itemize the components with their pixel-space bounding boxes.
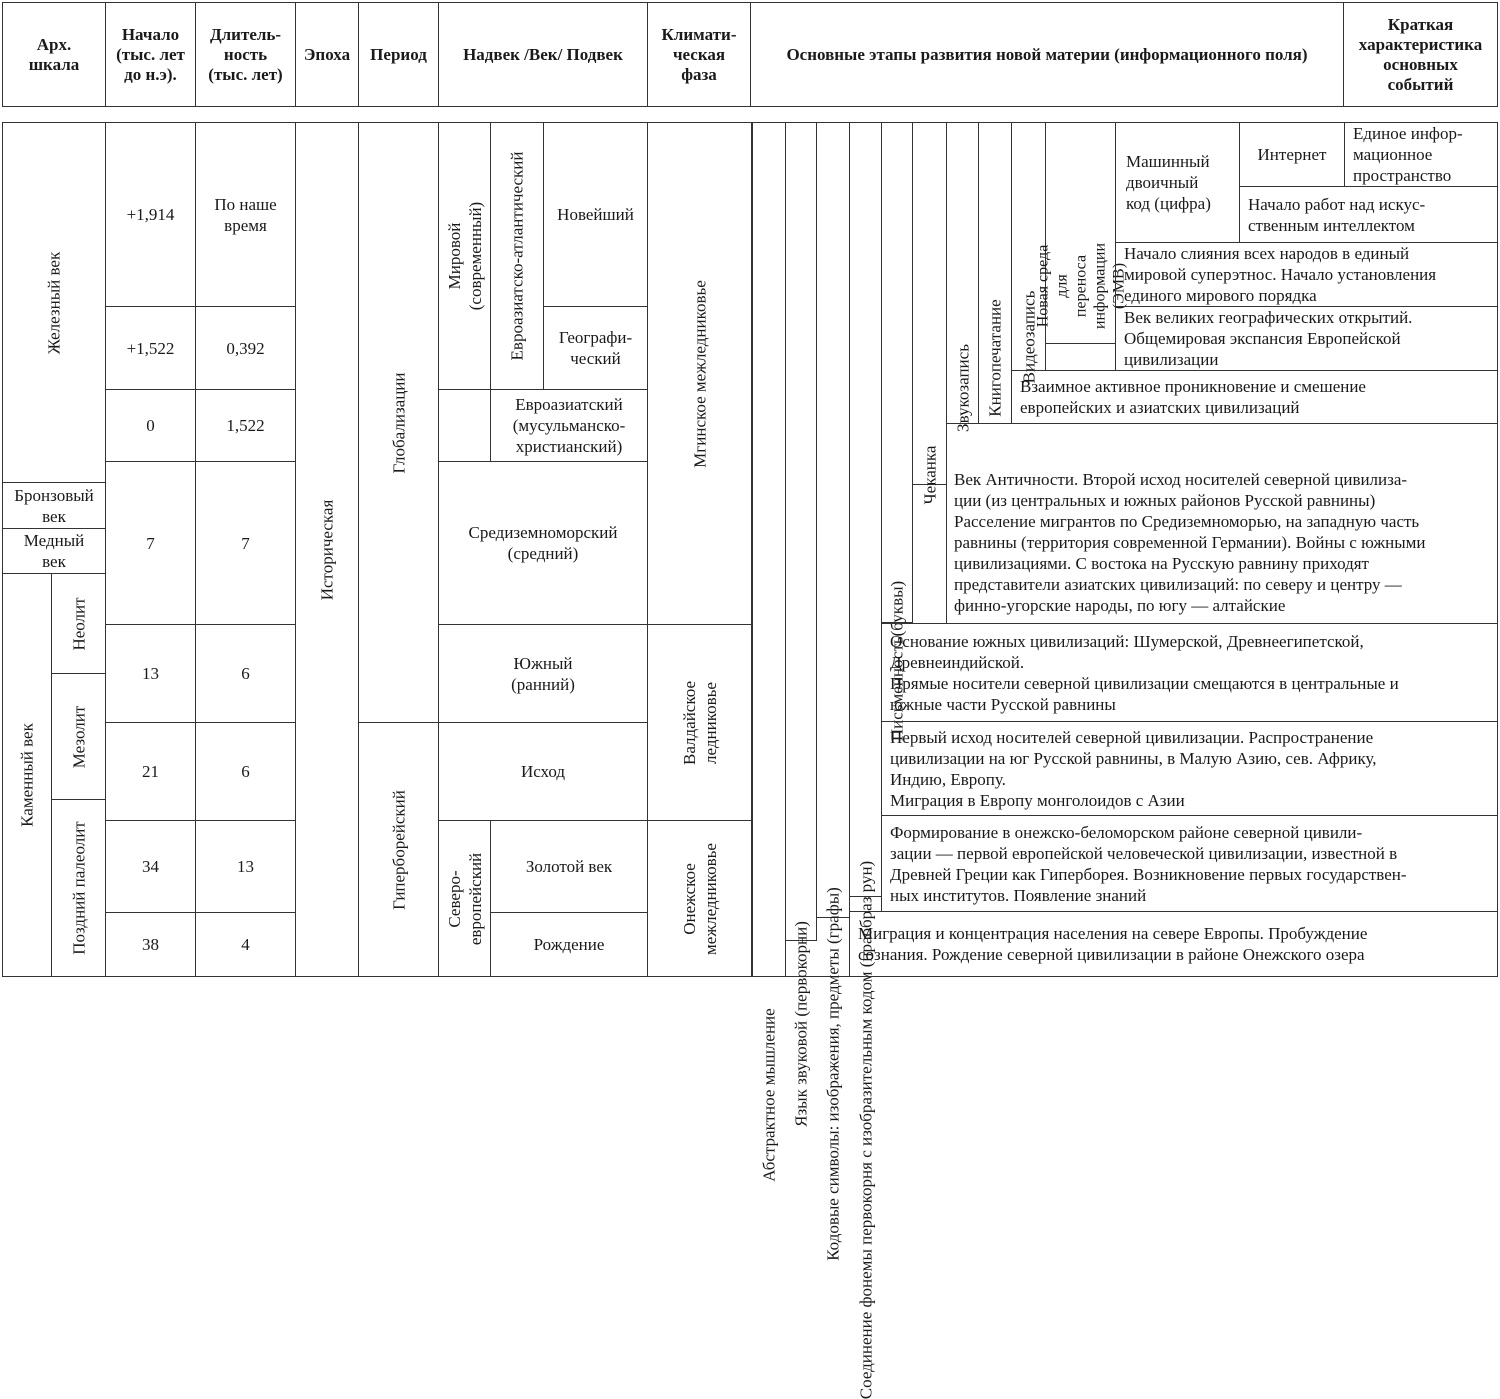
header-nadvek: Надвек /Век/ Подвек: [438, 2, 648, 107]
stage-writing: Письменность(буквы): [881, 122, 913, 623]
period-globalization: Глобализации: [358, 122, 439, 723]
period-hyperborean: Гиперборейский: [358, 722, 439, 977]
stage-writing-notch: [912, 484, 947, 624]
event-first-exodus: Первый исход носителей северной цивилизации. Распространение цивилизации на юг Русской равнины, в Малую Азию, сев. Африку, Индию, Европу. Миграция в Европу монголоидов с Азии: [881, 721, 1498, 816]
event-migration: Миграция и концентрация населения на севере Европы. Пробуждение сознания. Рождение северной цивилизации в районе Онежского озера: [849, 911, 1498, 977]
stage-sound-recording: Звукозапись: [946, 122, 979, 424]
start-r2: +1,522: [105, 306, 196, 390]
event-southern: Основание южных цивилизаций: Шумерской, Древнеегипетской, Древнеиндийской. Прямые носители северной цивилизации смещаются в центральные и южные части Русской равнины: [881, 623, 1498, 722]
age-newest: Новейший: [543, 122, 648, 307]
header-period: Период: [358, 2, 439, 107]
climate-mga: Мгинское межледниковье: [647, 122, 752, 625]
event-forming: Формирование в онежско-беломорском районе северной цивили- зации — первой европейской человеческой цивилизации, известной в Древней Греции как Гиперборея. Возникновение первых государствен- ных институтов. Появление знаний: [881, 815, 1498, 912]
age-north-european: Северо- европейский: [438, 820, 491, 977]
stage-abstract-thinking: Абстрактное мышление: [752, 122, 786, 977]
start-r5: 13: [105, 624, 196, 723]
stage-sound-language: Язык звуковой (первокорни): [785, 122, 817, 941]
dur-r8: 4: [195, 912, 296, 977]
start-r4: 7: [105, 461, 196, 625]
event-antiquity-body: [946, 423, 1498, 624]
dur-r5: 6: [195, 624, 296, 723]
stage-minting: Чеканка: [912, 122, 947, 485]
dur-r7: 13: [195, 820, 296, 913]
age-birth: Рождение: [490, 912, 648, 977]
age-euroatlantic: Евроазиатско-атлантический: [490, 122, 544, 390]
stage-new-medium: Новая среда для переноса информации (ЭМВ): [1045, 122, 1116, 344]
epoch-historical: Историческая: [295, 122, 359, 977]
stage-binary-code: Машинный двоичный код (цифра): [1115, 122, 1240, 243]
age-exodus: Исход: [438, 722, 648, 821]
dur-r2: 0,392: [195, 306, 296, 390]
start-r7: 34: [105, 820, 196, 913]
age-world: Мировой (современный): [438, 122, 491, 390]
age-mediterranean: Средиземноморский (средний): [438, 461, 648, 625]
header-climate: Климати- ческая фаза: [647, 2, 751, 107]
climate-onega: Онежское межледниковье: [647, 820, 752, 977]
stage-printing: Книгопечатание: [978, 122, 1012, 424]
stage-phonemes: Соединение фонемы первокорня с изобразительным кодом (праобраз рун): [849, 122, 882, 897]
age-euroasian: Евроазиатский (мусульманско- христианский): [490, 389, 648, 462]
arch-stone: Каменный век: [2, 573, 52, 977]
age-southern: Южный (ранний): [438, 624, 648, 723]
start-r6: 21: [105, 722, 196, 821]
dur-r3: 1,522: [195, 389, 296, 462]
header-stages: Основные этапы развития новой материи (информационного поля): [750, 2, 1344, 107]
event-info-space: Единое инфор- мационное пространство: [1344, 122, 1498, 187]
event-mutual: Взаимное активное проникновение и смешение европейских и азиатских цивилизаций: [1011, 370, 1498, 424]
event-antiquity: Век Античности. Второй исход носителей северной цивилиза- ции (из центральных и южных районов Русской равнины) Расселение мигрантов по Средиземноморью, на западную часть равнины (территория современной Германии). Войны с южными цивилизациями. С востока на Русскую равнину приходят представители азиатских цивилизаций: по северу и центру — финно-угорские народы, по югу — алтайские: [954, 469, 1426, 615]
start-r1: +1,914: [105, 122, 196, 307]
arch-iron: Железный век: [2, 122, 106, 483]
arch-copper: Медный век: [2, 528, 106, 574]
age-geographic: Географи- ческий: [543, 306, 648, 390]
stage-code-symbols: Кодовые символы: изображения, предметы (графы): [816, 122, 850, 918]
event-ai: Начало работ над искус- ственным интеллектом: [1239, 186, 1498, 243]
age-golden: Золотой век: [490, 820, 648, 913]
stage-internet: Интернет: [1239, 122, 1345, 187]
dur-r1: По наше время: [195, 122, 296, 307]
dur-r6: 6: [195, 722, 296, 821]
header-duration: Длитель- ность (тыс. лет): [195, 2, 296, 107]
arch-neolith: Неолит: [51, 573, 106, 674]
header-summary: Краткая характеристика основных событий: [1343, 2, 1498, 107]
event-discoveries: Век великих географических открытий. Общемировая экспансия Европейской цивилизации: [1115, 306, 1498, 371]
header-epoch: Эпоха: [295, 2, 359, 107]
climate-valdai: Валдайское ледниковье: [647, 624, 752, 821]
header-start: Начало (тыс. лет до н.э).: [105, 2, 196, 107]
event-merge: Начало слияния всех народов в единый мировой суперэтнос. Начало установления единого мирового порядка: [1115, 242, 1498, 307]
start-r3: 0: [105, 389, 196, 462]
arch-bronze: Бронзовый век: [2, 482, 106, 529]
start-r8: 38: [105, 912, 196, 977]
dur-r4: 7: [195, 461, 296, 625]
arch-paleolith: Поздний палеолит: [51, 799, 106, 977]
header-arch: Арх. шкала: [2, 2, 106, 107]
arch-mesolith: Мезолит: [51, 673, 106, 800]
stage-video: Видеозапись: [1011, 122, 1046, 371]
